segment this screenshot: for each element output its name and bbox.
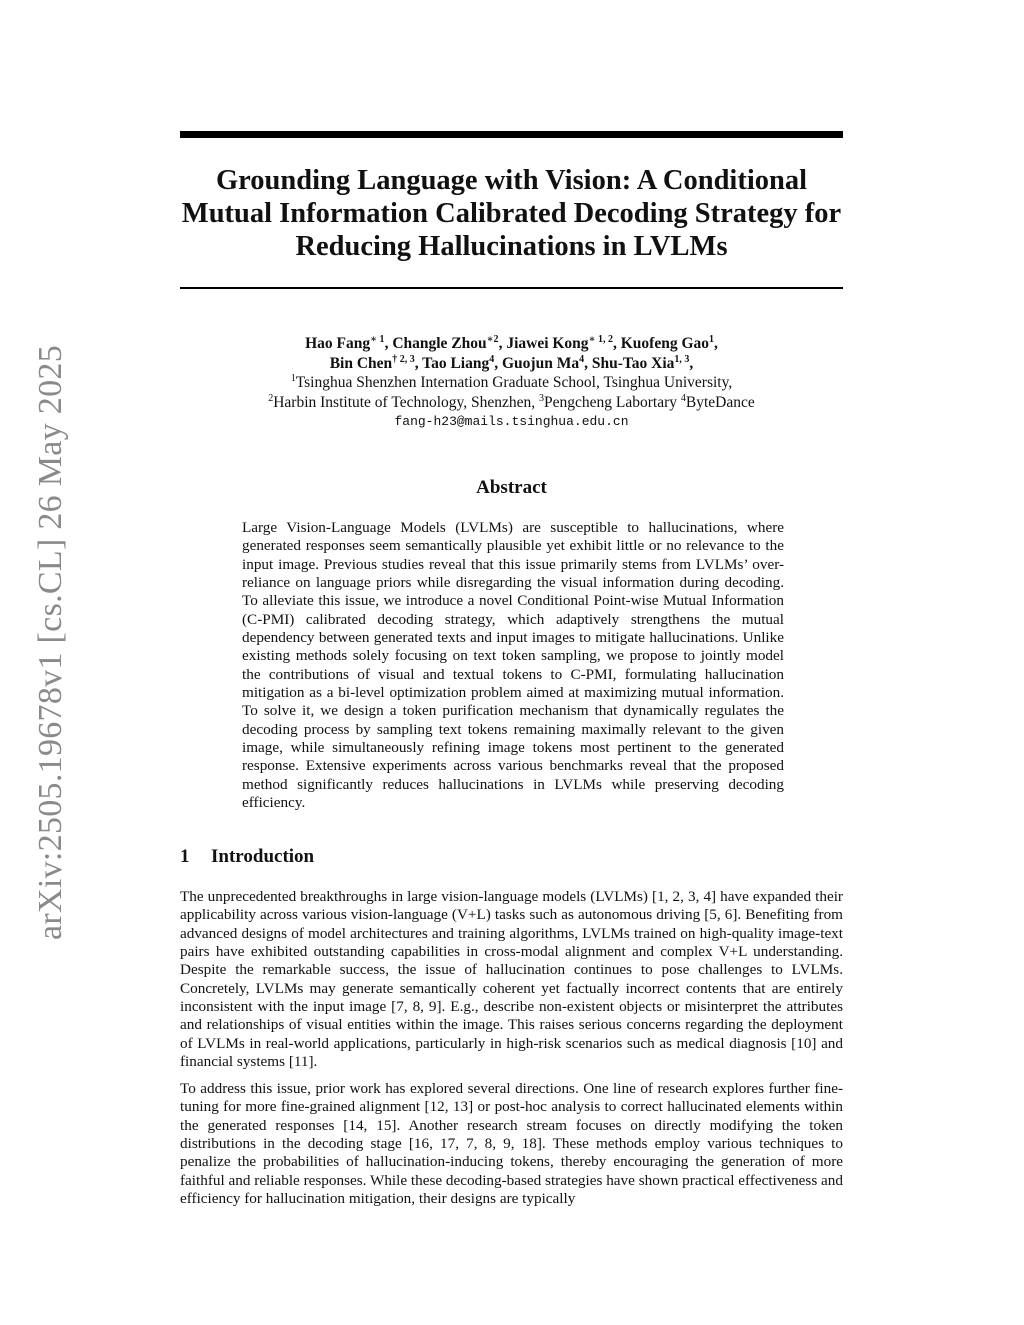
author-separator: , <box>414 354 423 372</box>
affiliation-mark: 2 <box>268 392 274 404</box>
author-marks: 4 <box>579 353 585 365</box>
section-title: Introduction <box>211 846 315 867</box>
author-marks: ∗ 1, 2 <box>588 334 613 345</box>
arxiv-identifier-stamp: arXiv:2505.19678v1 [cs.CL] 26 May 2025 <box>32 345 69 940</box>
affiliation-mark: 3 <box>539 392 545 404</box>
title-top-rule <box>180 131 843 138</box>
affiliation-line <box>180 393 843 413</box>
author-name: Jiawei Kong <box>506 335 589 352</box>
title-line: Reducing Hallucinations in LVLMs <box>295 231 728 262</box>
affiliation-line <box>180 373 843 393</box>
section-heading-introduction <box>180 846 314 868</box>
abstract-heading: Abstract <box>476 477 547 498</box>
affiliation-text: Tsinghua Shenzhen Internation Graduate School, Tsinghua University, <box>295 374 733 391</box>
abstract-text: Large Vision-Language Models (LVLMs) are susceptible to hallucinations, where generated responses seem semantically plausible yet exhibit little or no relevance to the input image. Previous studies reveal that this issue primarily stems from LVLMs’ over-reliance on language priors while disregarding the visual information during decoding. To alleviate this issue, we introduce a novel Conditional Point-wise Mutual Information (C-PMI) calibrated decoding strategy, which adaptively strengthens the mutual dependency between generated texts and input images to mitigate hallucinations. Unlike existing methods solely focusing on text token sampling, we propose to jointly model the contributions of visual and textual tokens to C-PMI, formulating hallucination mitigation as a bi-level optimization problem aimed at maximizing mutual information. To solve it, we design a token purification mechanism that dynamically regulates the decoding process by sampling text tokens remaining maximally relevant to the given image, while simultaneously refining image tokens most pertinent to the generated response. Extensive experiments across various benchmarks reveal that the proposed method significantly reduces hallucinations in LVLMs while preserving decoding efficiency. <box>242 519 784 812</box>
author-name: Hao Fang <box>305 335 371 352</box>
author-block <box>180 334 843 432</box>
author-separator: , <box>714 335 718 352</box>
affiliation-text: Harbin Institute of Technology, Shenzhen, <box>273 393 540 411</box>
author-name: Bin Chen <box>329 354 393 372</box>
author-email: fang-h23@mails.tsinghua.edu.cn <box>394 414 629 429</box>
affiliation-text: ByteDance <box>685 393 755 411</box>
author-separator: , <box>494 354 502 372</box>
author-line <box>180 354 843 374</box>
author-name: Tao Liang <box>422 354 490 372</box>
title-line: Mutual Information Calibrated Decoding Strategy for <box>181 198 842 229</box>
author-separator: , <box>498 335 507 352</box>
author-name: Guojun Ma <box>501 354 580 372</box>
affiliation-mark: 4 <box>680 392 686 404</box>
author-marks: 1 <box>709 334 715 345</box>
title-bottom-rule <box>180 287 843 289</box>
section-number: 1 <box>180 846 190 867</box>
author-marks: ∗ 1 <box>370 334 385 345</box>
author-name: Kuofeng Gao <box>620 335 710 352</box>
author-marks: ∗2 <box>486 334 499 345</box>
author-name: Changle Zhou <box>392 335 487 352</box>
author-separator: , <box>384 335 393 352</box>
author-marks: † 2, 3 <box>392 353 415 365</box>
affiliation-text: Pengcheng Labortary <box>544 393 681 411</box>
author-separator: , <box>584 354 592 372</box>
affiliation-mark: 1 <box>290 373 296 384</box>
body-paragraph: The unprecedented breakthroughs in large vision-language models (LVLMs) [1, 2, 3, 4] have expanded their applicability across various vision-language (V+L) tasks such as autonomous driving [5, 6]. Benefiting from advanced designs of model architectures and training algorithms, LVLMs trained on high-quality image-text pairs have exhibited outstanding capabilities in cross-modal alignment and complex V+L understanding. Despite the remarkable success, the issue of hallucination continues to pose challenges to LVLMs. Concretely, LVLMs may generate semantically coherent yet factually incorrect contents that are entirely inconsistent with the input image [7, 8, 9]. E.g., describe non-existent objects or misinterpret the attributes and relationships of visual entities within the image. This raises serious concerns regarding the deployment of LVLMs in real-world applications, particularly in high-risk scenarios such as medical diagnosis [10] and financial systems [11]. <box>180 888 843 1071</box>
title-line: Grounding Language with Vision: A Conditional <box>215 165 808 196</box>
body-paragraph: To address this issue, prior work has explored several directions. One line of research explores further fine-tuning for more fine-grained alignment [12, 13] or post-hoc analysis to correct hallucinated elements within the generated responses [14, 15]. Another research stream focuses on directly modifying the token distributions in the decoding stage [16, 17, 7, 8, 9, 18]. These methods employ various techniques to penalize the probabilities of hallucination-inducing tokens, thereby encouraging the generation of more faithful and reliable responses. While these decoding-based strategies have shown practical effectiveness and efficiency for hallucination mitigation, their designs are typically <box>180 1080 843 1208</box>
author-line <box>180 334 843 354</box>
paper-title <box>180 164 843 263</box>
author-marks: 1, 3 <box>674 353 690 365</box>
author-marks: 4 <box>489 353 495 365</box>
author-separator: , <box>612 335 621 352</box>
author-separator: , <box>689 354 694 372</box>
author-name: Shu-Tao Xia <box>591 354 675 372</box>
